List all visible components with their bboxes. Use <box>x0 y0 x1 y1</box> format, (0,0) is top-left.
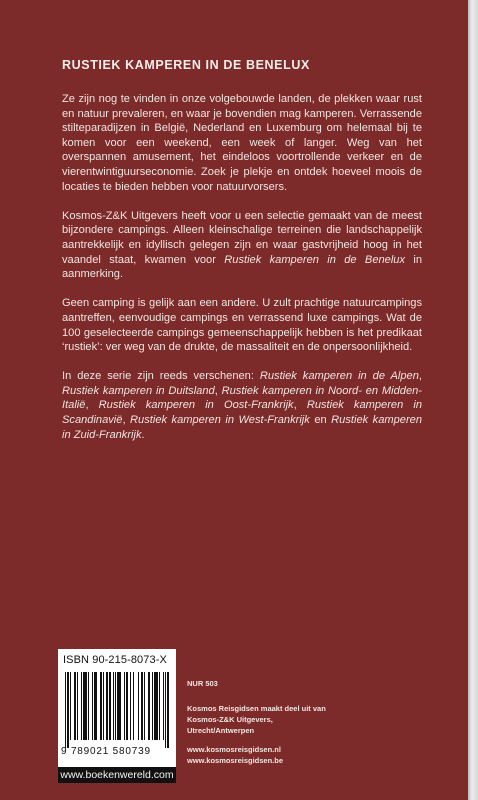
series-title-alpen: Rustiek kamperen in de Alpen <box>259 370 419 383</box>
blurb-text <box>62 92 422 457</box>
barcode-bar <box>167 672 168 748</box>
series-title-west-frankrijk: Rustiek kamperen in West-Frankrijk <box>130 414 310 427</box>
barcode-icon <box>65 672 169 744</box>
series-sep: , <box>293 399 307 412</box>
publisher-urls <box>187 744 283 766</box>
series-sep: , <box>122 414 131 427</box>
series-sep: , <box>85 399 99 412</box>
paragraph-intro: Ze zijn nog te vinden in onze volgebouwde landen, de plekken waar rust en natuur prevaleren, en waar je bovendien mag kamperen. Verrassende stilteparadijzen in België, Nederland en Luxemburg om helemaal bij te komen voor een weekend, een week of langer. Weg van het overspannen amusement, het eindeloos voortrollende verkeer en de vierentwintiguurseconomie. Zoek je plekje en ontdek hoeveel moois de locaties te bieden hebben voor natuurvorsers. <box>62 93 422 193</box>
series-title-zuid-frankrijk: Rustiek kamperen in Zuid-Frankrijk <box>62 414 422 441</box>
book-title-italic: Rustiek kamperen in de Benelux <box>224 253 406 266</box>
paragraph-selection-text: Kosmos-Z&K Uitgevers heeft voor u een selectie gemaakt van de meest bijzondere campings. Alleen kleinschalige terreinen die landschappelijk aantrekkelijk en idyllisch gelegen zijn en waar gastvrijheid hoog in het vaandel staat, kwamen voor <box>62 209 422 266</box>
paragraph-selection-end: in aanmerking. <box>62 253 423 281</box>
isbn-label: ISBN 90-215-8073-X <box>63 654 167 666</box>
series-title-duitsland: Rustiek kamperen in Duitsland <box>62 384 215 397</box>
barcode-digits: 9 789021 580739 <box>61 746 151 757</box>
series-title-italie: Rustiek kamperen in Noord- en Midden-Italië <box>62 384 422 412</box>
url-be: www.kosmosreisgidsen.be <box>187 756 284 765</box>
publisher-note: Kosmos Reisgidsen maakt deel uit van Kosmos-Z&K Uitgevers, Utrecht/Antwerpen <box>187 704 326 735</box>
paragraph-rustic: Geen camping is gelijk aan een andere. U zult prachtige natuurcampings aantreffen, eenvoudige campings en verrassend luxe campings. Wat de 100 geselecteerde campings gemeenschappelijk hebben is het predikaat ‘rustiek’: ver weg van de drukte, de massaliteit en de onpersoonlijkheid. <box>62 297 422 354</box>
series-sep: , <box>214 384 222 397</box>
url-nl: www.kosmosreisgidsen.nl <box>187 745 281 754</box>
cover-title: RUSTIEK KAMPEREN IN DE BENELUX <box>62 58 310 72</box>
series-end: . <box>141 428 145 441</box>
series-sep: en <box>309 414 332 427</box>
website-label: www.boekenwereld.com <box>58 767 176 783</box>
paragraph-selection <box>62 209 422 282</box>
series-intro: In deze serie zijn reeds verschenen: <box>62 370 260 383</box>
paragraph-series <box>62 369 422 442</box>
nur-code: NUR 503 <box>187 679 218 688</box>
series-sep: , <box>418 370 422 383</box>
series-title-scandinavie: Rustiek kamperen in Scandinavië <box>62 399 423 427</box>
series-title-oost-frankrijk: Rustiek kamperen in Oost-Frankrijk <box>98 399 294 412</box>
barcode-box <box>58 649 176 767</box>
page-edge <box>468 0 478 800</box>
